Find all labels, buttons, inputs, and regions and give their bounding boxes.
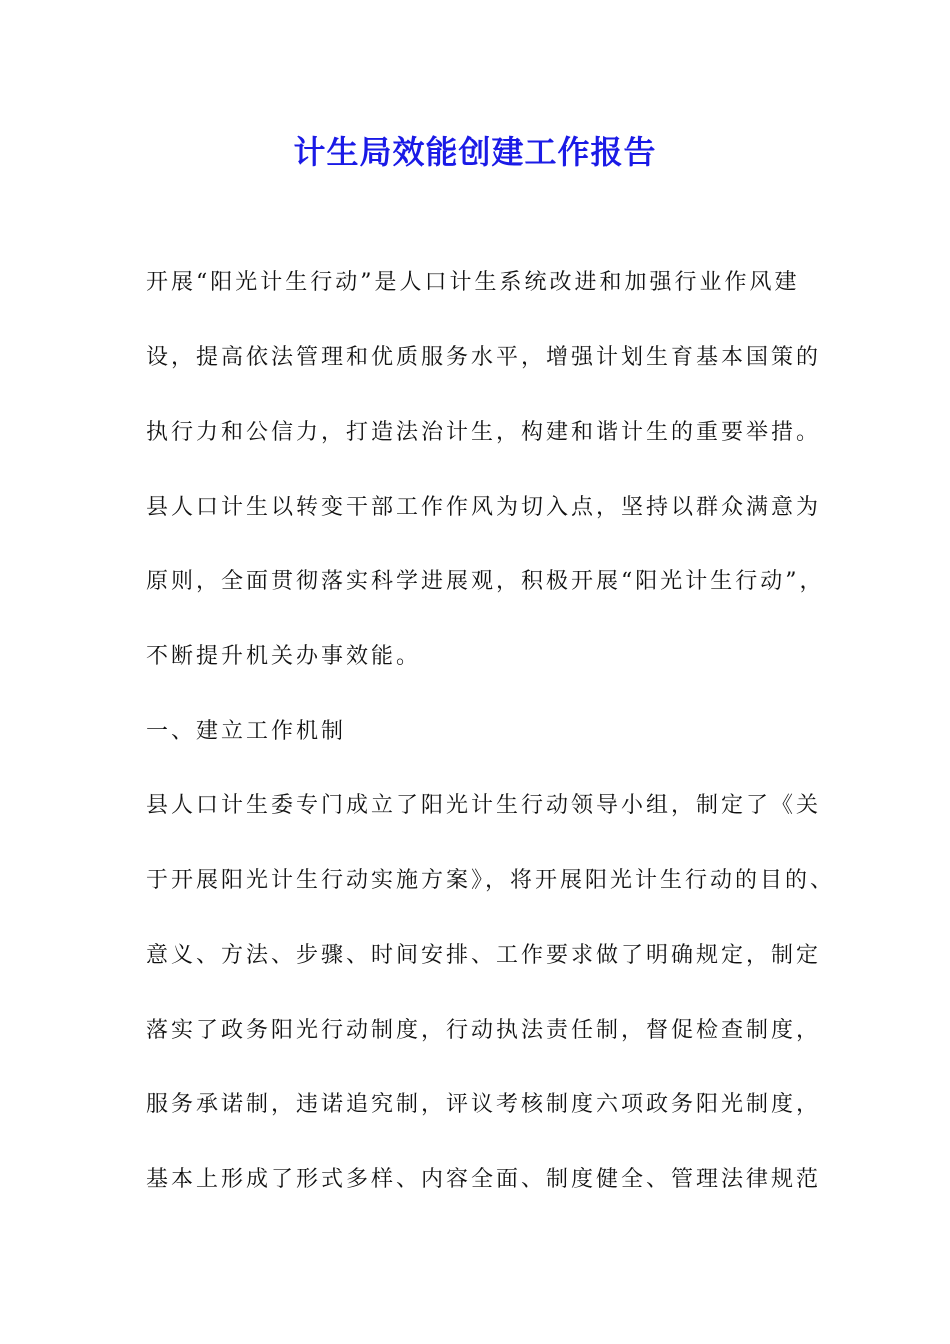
body-line-12: 服务承诺制，违诺追究制，评议考核制度六项政务阳光制度，: [146, 1092, 822, 1117]
document-title: 计生局效能创建工作报告: [293, 133, 657, 171]
body-line-4: 县人口计生以转变干部工作作风为切入点，坚持以群众满意为: [146, 495, 822, 520]
body-line-5: 原则，全面贯彻落实科学进展观，积极开展“阳光计生行动”，: [146, 569, 825, 594]
section-heading-1: 一、建立工作机制: [146, 719, 347, 744]
body-line-9: 于开展阳光计生行动实施方案》，将开展阳光计生行动的目的、: [146, 868, 836, 893]
body-line-13: 基本上形成了形式多样、内容全面、制度健全、管理法律规范: [146, 1167, 822, 1192]
body-line-8: 县人口计生委专门成立了阳光计生行动领导小组，制定了《关: [146, 793, 822, 818]
body-line-1: 开展“阳光计生行动”是人口计生系统改进和加强行业作风建: [146, 270, 800, 295]
body-line-3: 执行力和公信力，打造法治计生，构建和谐计生的重要举措。: [146, 420, 822, 445]
body-line-10: 意义、方法、步骤、时间安排、工作要求做了明确规定，制定: [146, 943, 822, 968]
body-line-2: 设，提高依法管理和优质服务水平，增强计划生育基本国策的: [146, 345, 822, 370]
body-line-6: 不断提升机关办事效能。: [146, 644, 422, 669]
body-line-11: 落实了政务阳光行动制度，行动执法责任制，督促检查制度，: [146, 1018, 822, 1043]
